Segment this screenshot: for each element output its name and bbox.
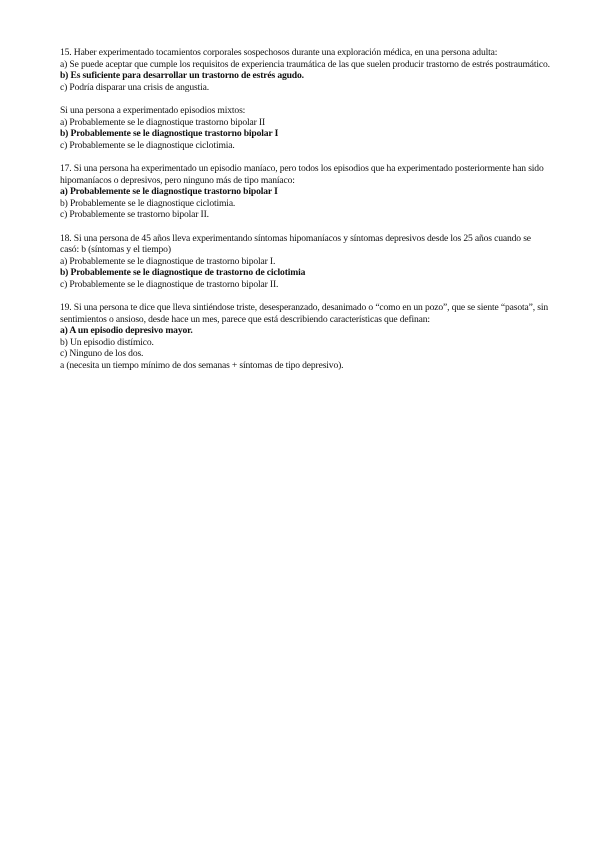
answer-option-b-correct: b) Probablemente se le diagnostique de trastorno de ciclotimia [60, 267, 306, 279]
question-17 [60, 163, 550, 221]
answer-option-c: c) Probablemente se trastorno bipolar II. [60, 209, 209, 221]
answer-explanation: a (necesita un tiempo mínimo de dos semanas + síntomas de tipo depresivo). [60, 360, 344, 372]
question-stem: 18. Si una persona de 45 años lleva experimentando síntomas hipomaníacos y síntomas depresivos desde los 25 años cuando se casó: b (síntomas y el tiempo) [60, 232, 531, 256]
answer-option-c: c) Ninguno de los dos. [60, 348, 144, 360]
answer-option-c: c) Probablemente se le diagnostique ciclotimia. [60, 139, 235, 151]
spacer [60, 290, 550, 302]
question-16 [60, 105, 550, 151]
document-page [60, 47, 550, 372]
answer-option-b: b) Probablemente se le diagnostique ciclotimia. [60, 197, 236, 209]
answer-option-a-correct: a) Probablemente se le diagnostique trastorno bipolar I [60, 186, 278, 198]
answer-option-c: c) Podría disparar una crisis de angustia. [60, 81, 210, 93]
answer-option-b-correct: b) Es suficiente para desarrollar un trastorno de estrés agudo. [60, 70, 304, 82]
answer-option-c: c) Probablemente se le diagnostique de trastorno bipolar II. [60, 278, 279, 290]
spacer [60, 221, 550, 233]
question-stem: Si una persona a experimentado episodios mixtos: [60, 104, 246, 116]
question-18 [60, 233, 550, 291]
question-stem: 15. Haber experimentado tocamientos corporales sospechosos durante una exploración médica, en una persona adulta: [60, 47, 498, 58]
answer-option-b-correct: b) Probablemente se le diagnostique trastorno bipolar I [60, 128, 279, 140]
answer-option-a-correct: a) A un episodio depresivo mayor. [60, 325, 193, 337]
answer-option-a: a) Probablemente se le diagnostique trastorno bipolar II [60, 116, 265, 128]
spacer [60, 151, 550, 163]
answer-option-b: b) Un episodio distímico. [60, 336, 154, 348]
answer-option-a: a) Probablemente se le diagnostique de trastorno bipolar I. [60, 255, 276, 267]
question-stem: 19. Si una persona te dice que lleva sintiéndose triste, desesperanzado, desanimado o “como en un pozo”, que se siente “pasota”, sin sentimientos o ansioso, desde hace un mes, parece que está describiendo características que definan: [60, 302, 548, 325]
answer-option-a: a) Se puede aceptar que cumple los requisitos de experiencia traumática de las que suelen producir trastorno de estrés postraumático. [60, 58, 550, 70]
question-15 [60, 47, 550, 93]
question-stem: 17. Si una persona ha experimentado un episodio maníaco, pero todos los episodios que ha experimentado posteriormente han sido hipomaníacos o depresivos, pero ninguno más de tipo maníaco: [60, 162, 544, 186]
spacer [60, 93, 550, 105]
question-19 [60, 302, 550, 372]
